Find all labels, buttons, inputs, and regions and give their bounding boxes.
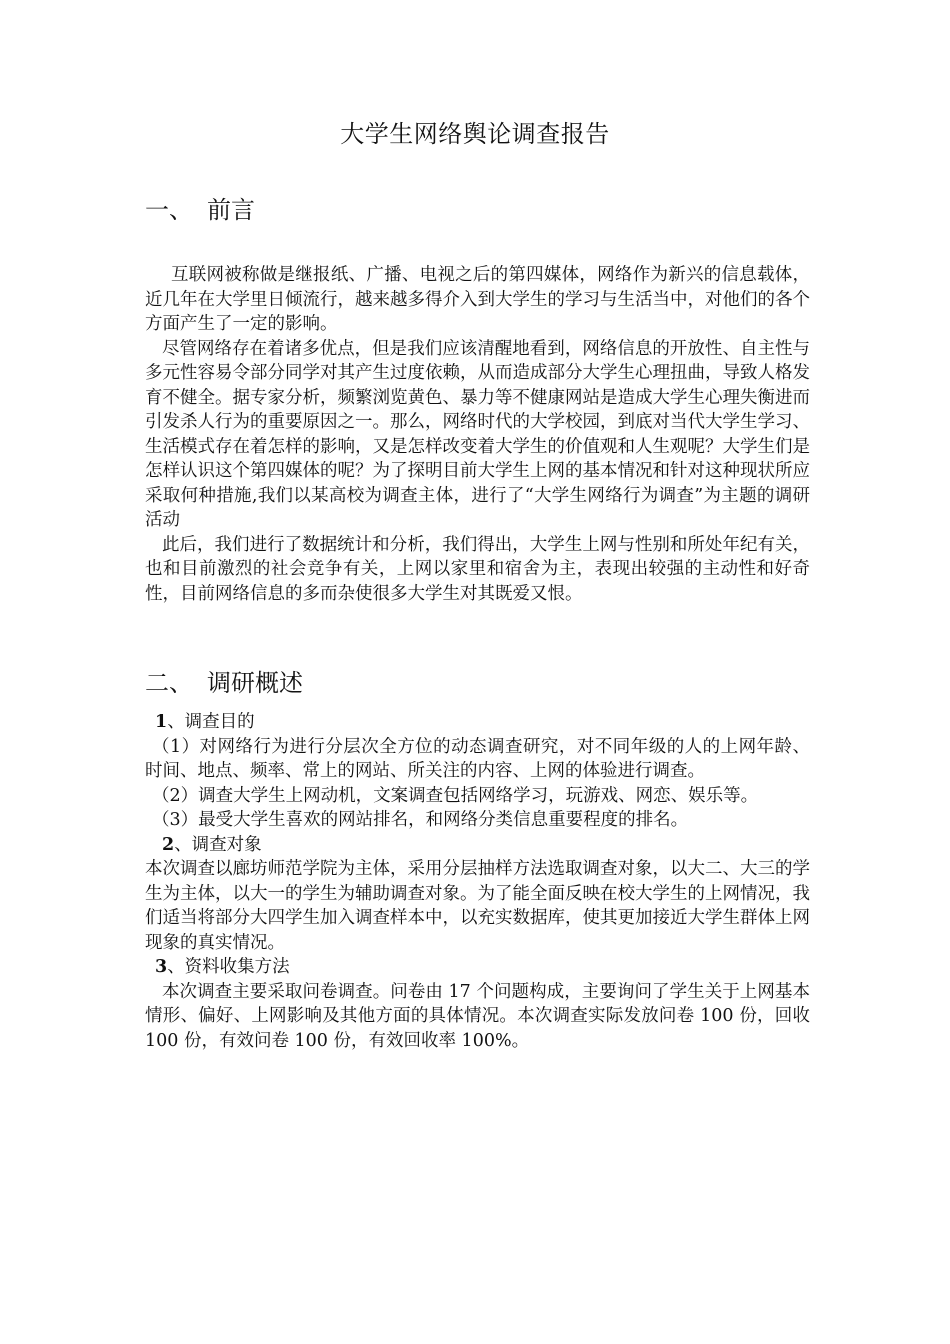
preface-paragraph-3: 此后，我们进行了数据统计和分析，我们得出，大学生上网与性别和所处年纪有关，也和目前激烈的社会竞争有关，上网以家里和宿舍为主，表现出较强的主动性和好奇性，目前网络信息的多而杂使很多大学生对其既爱又恨。 [145,534,810,604]
section-title: 前言 [207,196,255,224]
subsection-number: 3 [155,957,168,977]
subjects-paragraph: 本次调查以廊坊师范学院为主体，采用分层抽样方法选取调查对象，以大二、大三的学生为主体，以大一的学生为辅助调查对象。为了能全面反映在校大学生的上网情况，我们适当将部分大四学生加入调查样本中，以充实数据库，使其更加接近大学生群体上网现象的真实情况。 [145,859,810,953]
subsection-number: 2 [162,834,175,855]
subsection-heading-purpose [145,710,810,735]
subsection-number: 1 [155,712,168,732]
purpose-item-2: （2）调查大学生上网动机，文案调查包括网络学习，玩游戏、网恋、娱乐等。 [152,785,759,806]
section-heading-preface [145,192,255,228]
section-number: 二、 [145,669,193,697]
preface-body [145,263,810,606]
subsection-heading-method [145,955,810,980]
section-title: 调研概述 [207,669,303,697]
purpose-item-3: （3）最受大学生喜欢的网站排名，和网络分类信息重要程度的排名。 [152,810,689,830]
section-heading-overview [145,665,303,701]
section-number: 一、 [145,196,193,224]
preface-paragraph-2: 尽管网络存在着诸多优点，但是我们应该清醒地看到，网络信息的开放性、自主性与多元性容易令部分同学对其产生过度依赖，从而造成部分大学生心理扭曲，导致人格发育不健全。据专家分析，频繁浏览黄色、暴力等不健康网站是造成大学生心理失衡进而引发杀人行为的重要原因之一。那么，网络时代的大学校园，到底对当代大学生学习、生活模式存在着怎样的影响，又是怎样改变着大学生的价值观和人生观呢？大学生们是怎样认识这个第四媒体的呢？为了探明目前大学生上网的基本情况和针对这种现状所应采取何种措施,我们以某高校为调查主体，进行了“大学生网络行为调查”为主题的调研活动 [145,338,810,530]
subsection-heading-subjects [145,833,810,858]
subsection-label: 、调查目的 [167,712,255,732]
method-paragraph: 本次调查主要采取问卷调查。问卷由 17 个问题构成，主要询问了学生关于上网基本情形、偏好、上网影响及其他方面的具体情况。本次调查实际发放问卷 100 份，回收 100 份，有效问卷 100 份，有效回收率 100%。 [145,981,810,1051]
overview-body [145,710,810,1053]
subsection-label: 、调查对象 [174,834,262,855]
subsection-label: 、资料收集方法 [167,957,290,977]
preface-paragraph-1: 互联网被称做是继报纸、广播、电视之后的第四媒体，网络作为新兴的信息载体，近几年在大学里日倾流行，越来越多得介入到大学生的学习与生活当中，对他们的各个方面产生了一定的影响。 [145,265,810,334]
purpose-item-1: （1）对网络行为进行分层次全方位的动态调查研究，对不同年级的人的上网年龄、时间、地点、频率、常上的网站、所关注的内容、上网的体验进行调查。 [145,736,810,781]
document-title: 大学生网络舆论调查报告 [340,120,610,148]
